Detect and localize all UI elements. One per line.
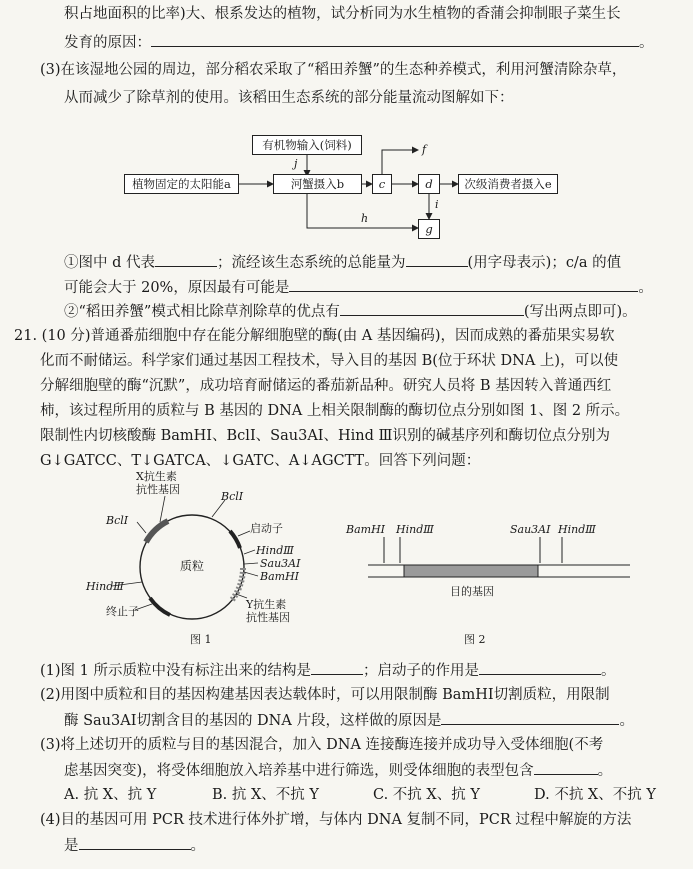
figure-2-caption: 图 2 bbox=[464, 633, 486, 646]
diagram-arrows bbox=[0, 0, 693, 250]
q21-sub4-line1: (4)目的基因可用 PCR 技术进行体外扩增，与体内 DNA 复制不同，PCR 过程中解旋的方法 bbox=[40, 812, 632, 828]
q21-sub3-line2 bbox=[64, 760, 612, 781]
hind-left-label: HindⅢ bbox=[86, 580, 124, 593]
bamh-gene-label: BamHⅠ bbox=[346, 523, 386, 536]
q20-3-line-2: 从而减少了除草剂的使用。该稻田生态系统的部分能量流动图解如下： bbox=[64, 90, 514, 106]
sau3a-gene-label: Sau3AⅠ bbox=[510, 523, 551, 536]
p1-text-a: (1)图 1 所示质粒中没有标注出来的结构是 bbox=[40, 663, 311, 679]
answer-blank[interactable] bbox=[311, 660, 363, 675]
plasmid-label: 质粒 bbox=[180, 559, 205, 573]
figure-1-plasmid bbox=[0, 470, 330, 650]
target-gene-label: 目的基因 bbox=[450, 585, 494, 598]
q21-sub2-line1: (2)用图中质粒和目的基因构建基因表达载体时，可以用限制酶 BamHⅠ切割质粒，用限制 bbox=[40, 687, 610, 703]
p3-text-b: 虑基因突变)，将受体细胞放入培养基中进行筛选，则受体细胞的表型包含 bbox=[64, 763, 534, 779]
answer-blank[interactable] bbox=[534, 760, 598, 775]
answer-blank[interactable] bbox=[155, 252, 217, 267]
bcl-top-label: BclⅠ bbox=[221, 490, 244, 503]
feed-input-box: 有机物输入(饲料) bbox=[252, 135, 362, 155]
label-i: i bbox=[435, 198, 439, 211]
answer-blank[interactable] bbox=[340, 301, 524, 316]
s2-text-a: ②“稻田养蟹”模式相比除草剂除草的优点有 bbox=[64, 304, 340, 320]
period: 。 bbox=[190, 838, 205, 854]
q21-sub4-line2 bbox=[64, 835, 205, 856]
figure-1-caption: 图 1 bbox=[190, 633, 212, 646]
q21-sub2-line2 bbox=[64, 710, 634, 731]
s1-text-c: (用字母表示)；c/a 的值 bbox=[467, 255, 622, 271]
g-box: g bbox=[418, 219, 440, 239]
q21-line-1: 21. (10 分)普通番茄细胞中存在能分解细胞壁的酶(由 A 基因编码)，因而成熟的番茄果实易软 bbox=[14, 328, 615, 344]
hind-gene-label-1: HindⅢ bbox=[396, 523, 434, 536]
promoter-label: 启动子 bbox=[250, 522, 283, 535]
y-resist-label-2: 抗性基因 bbox=[246, 611, 290, 624]
answer-blank[interactable] bbox=[406, 252, 468, 267]
solar-energy-box: 植物固定的太阳能a bbox=[124, 174, 239, 194]
q20-3-sub1 bbox=[64, 252, 621, 273]
q20-3-line-1: (3)在该湿地公园的周边，部分稻农采取了“稻田养蟹”的生态种养模式，利用河蟹清除杂草， bbox=[40, 62, 627, 78]
terminator-label: 终止子 bbox=[106, 605, 139, 618]
answer-blank[interactable] bbox=[441, 710, 619, 725]
period: 。 bbox=[619, 713, 634, 729]
q21-line-3: 分解细胞壁的酶“沉默”，成功培育耐储运的番茄新品种。研究人员将 B 基因转入普通西红 bbox=[40, 378, 612, 394]
option-d[interactable]: D. 不抗 X、不抗 Y bbox=[534, 787, 656, 803]
intro-line-1: 积占地面积的比率)大、根系发达的植物，试分析同为水生植物的香蒲会抑制眼子菜生长 bbox=[64, 6, 621, 22]
p4-text-b: 是 bbox=[64, 838, 79, 854]
hind-gene-label-2: HindⅢ bbox=[558, 523, 596, 536]
option-b[interactable]: B. 抗 X、不抗 Y bbox=[212, 787, 319, 803]
s1-text-d: 可能会大于 20%，原因最有可能是 bbox=[64, 280, 290, 296]
secondary-consumer-box: 次级消费者摄入e bbox=[458, 174, 558, 194]
bcl-left-label: BclⅠ bbox=[106, 514, 129, 527]
label-j: j bbox=[294, 157, 298, 170]
option-c[interactable]: C. 不抗 X、抗 Y bbox=[373, 787, 480, 803]
q21-sub3-line1: (3)将上述切开的质粒与目的基因混合，加入 DNA 连接酶连接并成功导入受体细胞(不考 bbox=[40, 737, 604, 753]
period: 。 bbox=[597, 763, 613, 779]
option-a[interactable]: A. 抗 X、抗 Y bbox=[64, 787, 157, 803]
x-resist-label: X抗生素 bbox=[136, 470, 177, 483]
label-f: f bbox=[422, 143, 427, 156]
bamh-label: BamHⅠ bbox=[260, 570, 300, 583]
crab-intake-box: 河蟹摄入b bbox=[273, 174, 362, 194]
answer-blank[interactable] bbox=[479, 660, 601, 675]
period: 。 bbox=[639, 35, 654, 51]
q21-line-4: 柿，该过程所用的质粒与 B 基因的 DNA 上相关限制酶的酶切位点分别如图 1、图 2 所示。 bbox=[40, 403, 630, 419]
label-h: h bbox=[361, 212, 369, 225]
energy-flow-diagram bbox=[0, 0, 693, 250]
p2-text-b: 酶 Sau3AⅠ切割含目的基因的 DNA 片段，这样做的原因是 bbox=[64, 713, 442, 729]
s1-text-a: ①图中 d 代表 bbox=[64, 255, 155, 271]
y-resist-label: Y抗生素 bbox=[246, 598, 287, 611]
period: 。 bbox=[600, 663, 616, 679]
period: 。 bbox=[638, 280, 653, 296]
p1-text-b: ；启动子的作用是 bbox=[362, 663, 479, 679]
q21-line-5: 限制性内切核酸酶 BamHⅠ、BclⅠ、Sau3AⅠ、Hind Ⅲ识别的碱基序列和酶切位点分别为 bbox=[40, 428, 611, 444]
s2-text-b: (写出两点即可)。 bbox=[523, 304, 637, 320]
sau3a-label: Sau3AⅠ bbox=[260, 557, 301, 570]
q20-3-sub2 bbox=[64, 301, 637, 322]
intro-line-2-text: 发育的原因： bbox=[64, 35, 151, 51]
x-resist-label-2: 抗性基因 bbox=[136, 483, 180, 496]
s1-text-b: ；流经该生态系统的总能量为 bbox=[217, 255, 406, 271]
c-box: c bbox=[372, 174, 392, 194]
q20-3-sub1-cont bbox=[64, 277, 653, 298]
q21-sub1 bbox=[40, 660, 615, 681]
q21-line-2: 化而不耐储运。科学家们通过基因工程技术，导入目的基因 B(位于环状 DNA 上)，可以使 bbox=[40, 353, 619, 369]
answer-blank[interactable] bbox=[79, 835, 191, 850]
answer-blank[interactable] bbox=[289, 277, 638, 292]
q21-line-6: G↓GATCC、T↓GATCA、↓GATC、A↓AGCTT。回答下列问题： bbox=[40, 453, 481, 469]
d-box: d bbox=[418, 174, 440, 194]
hind-right-label: HindⅢ bbox=[256, 544, 294, 557]
figure-2-target-gene bbox=[340, 515, 640, 650]
